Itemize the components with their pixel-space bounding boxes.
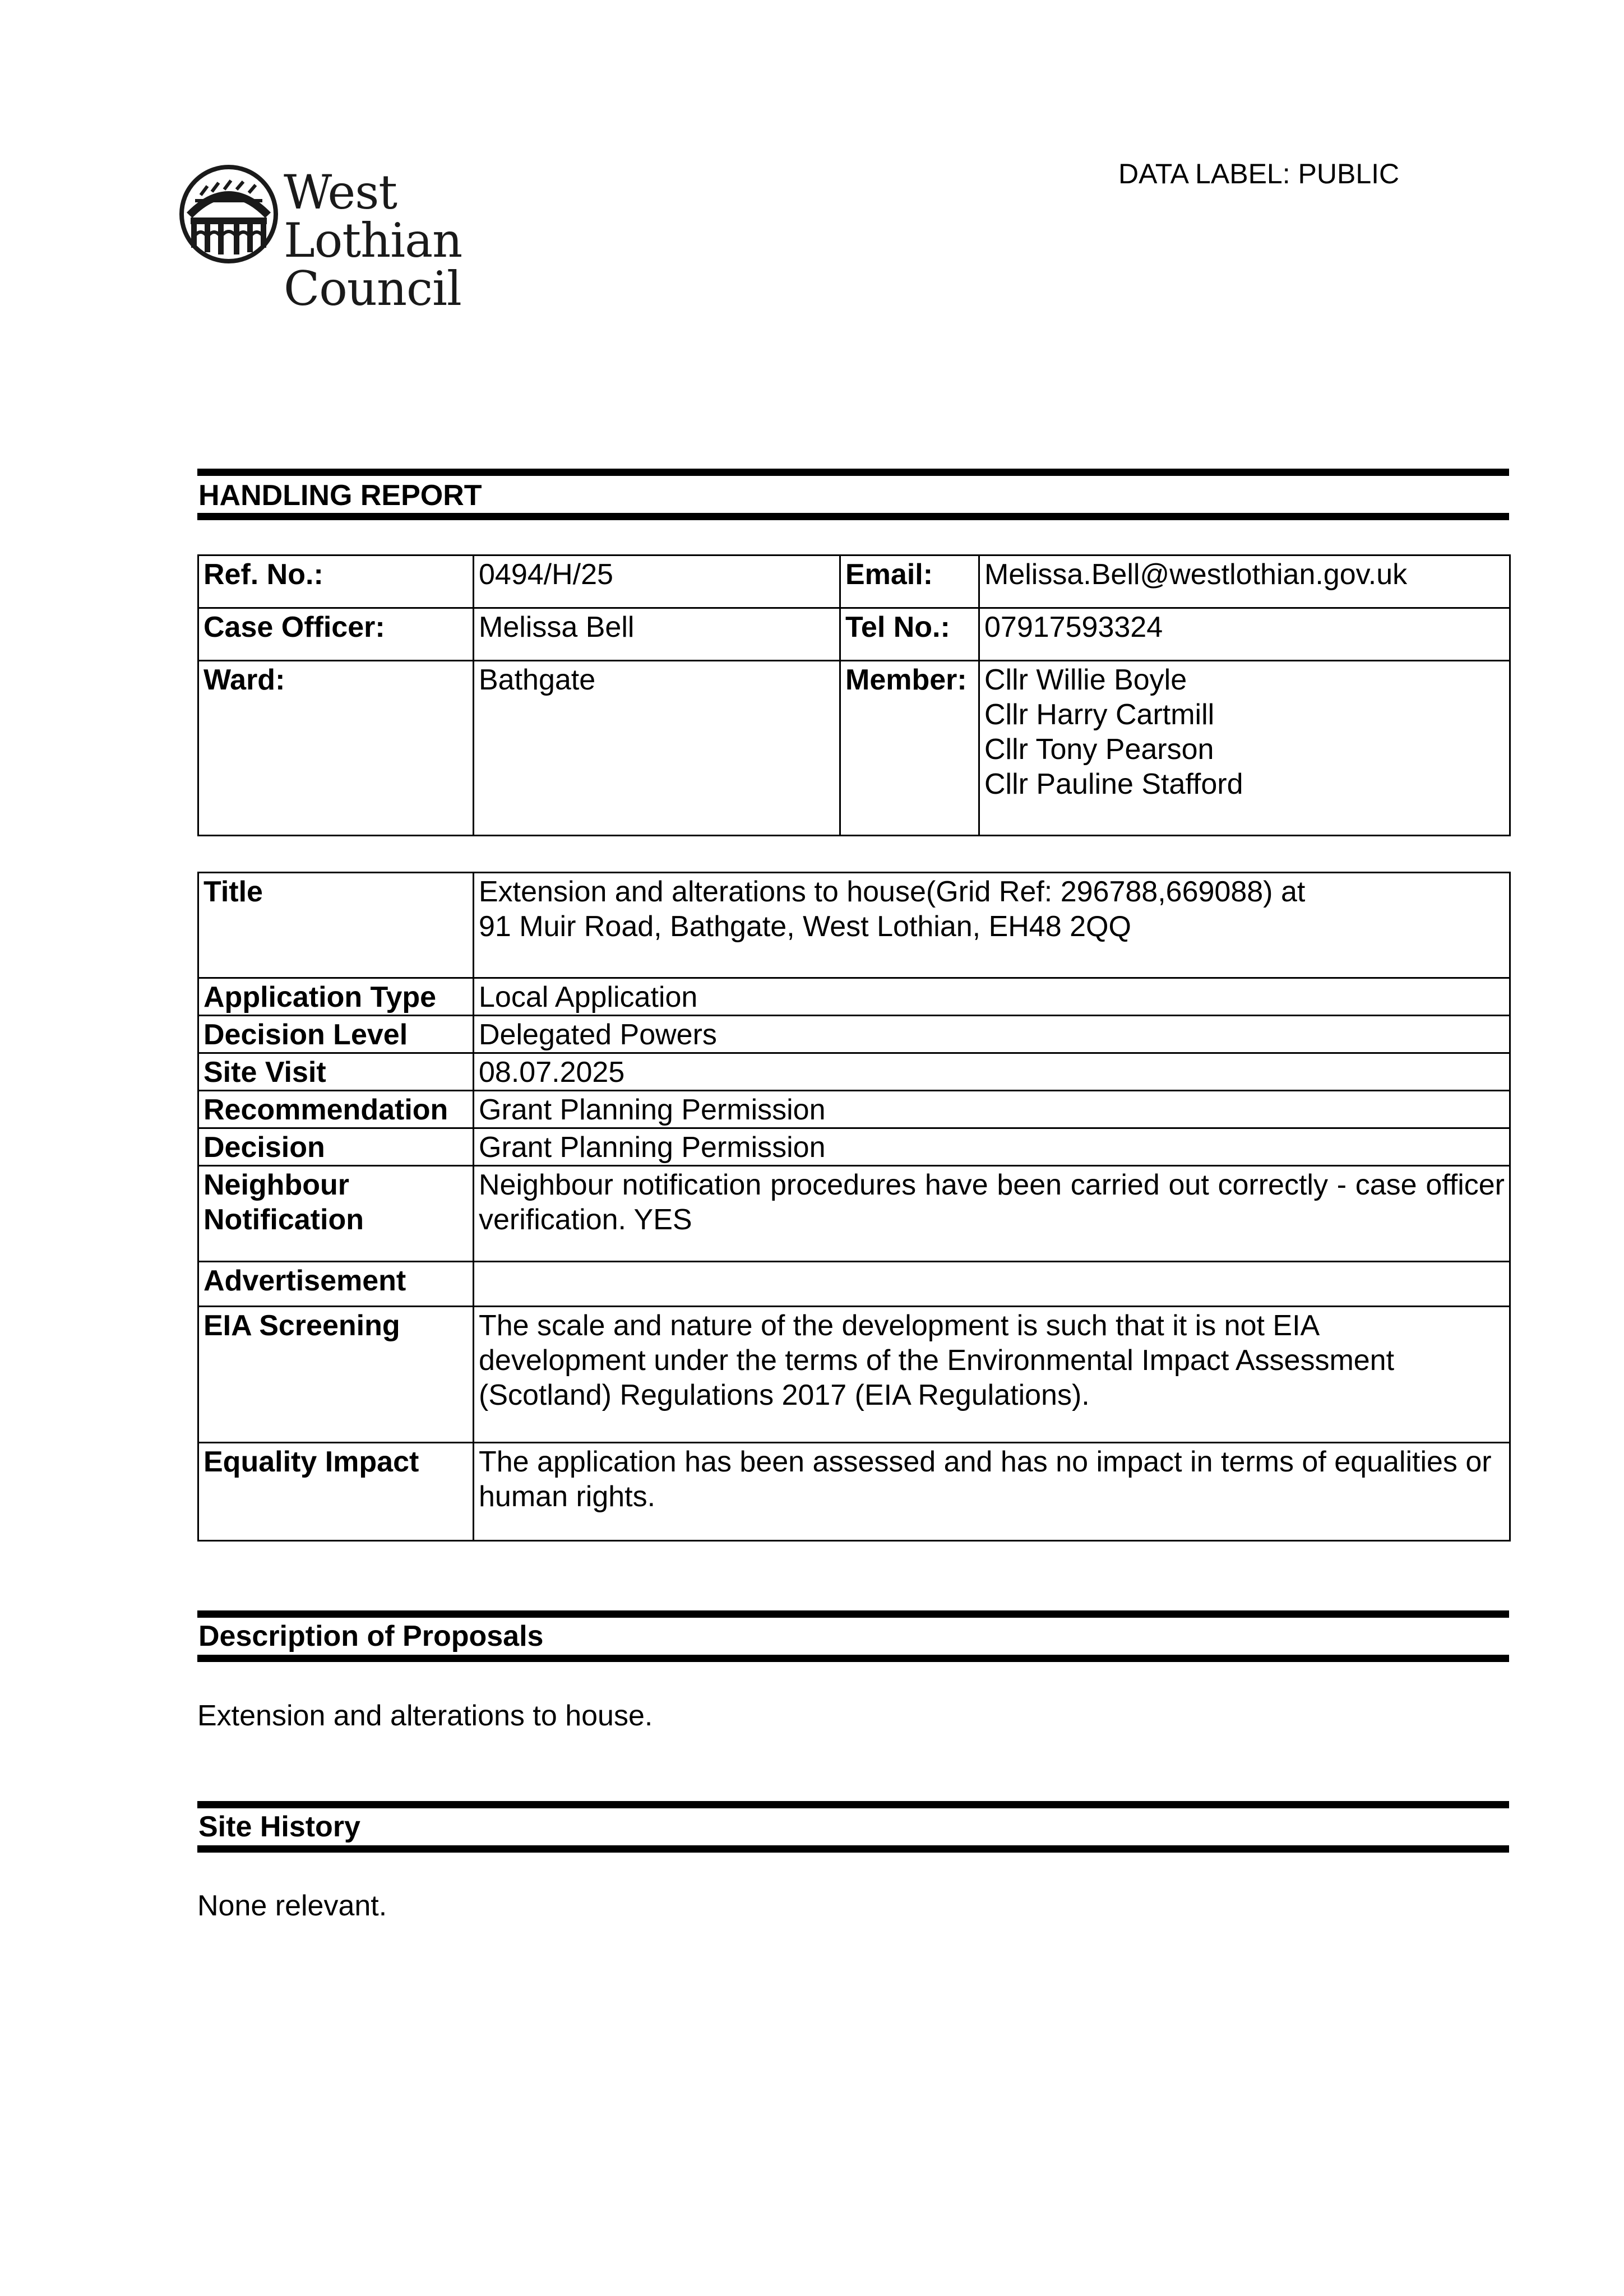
equality-impact-label: Equality Impact bbox=[198, 1443, 474, 1541]
tel-value: 07917593324 bbox=[979, 608, 1510, 661]
header-rule-top bbox=[197, 469, 1509, 476]
member-name: Cllr Tony Pearson bbox=[984, 733, 1214, 766]
decision-label: Decision bbox=[198, 1128, 474, 1166]
application-type-label: Application Type bbox=[198, 978, 474, 1016]
equality-impact-value: The application has been assessed and has no impact in terms of equalities or human rights. bbox=[474, 1443, 1510, 1541]
ref-value: 0494/H/25 bbox=[474, 556, 840, 608]
table-row bbox=[198, 1091, 1510, 1128]
header-rule-bottom bbox=[197, 513, 1509, 520]
label-line: Notification bbox=[203, 1203, 364, 1236]
report-title: HANDLING REPORT bbox=[198, 479, 482, 512]
site-visit-value: 08.07.2025 bbox=[474, 1053, 1510, 1091]
ward-label: Ward: bbox=[198, 661, 474, 836]
site-history-section-header bbox=[197, 1801, 1509, 1853]
case-officer-label: Case Officer: bbox=[198, 608, 474, 661]
email-value: Melissa.Bell@westlothian.gov.uk bbox=[979, 556, 1510, 608]
data-label: DATA LABEL: PUBLIC bbox=[1118, 158, 1400, 189]
header-rule-top bbox=[197, 1610, 1509, 1618]
org-name-line1: West Lothian bbox=[284, 165, 462, 268]
org-name-line2: Council bbox=[284, 261, 461, 316]
member-name: Cllr Pauline Stafford bbox=[984, 768, 1243, 800]
header-rule-top bbox=[197, 1801, 1509, 1808]
site-history-text: None relevant. bbox=[197, 1890, 387, 1922]
table-row bbox=[198, 1166, 1510, 1262]
advertisement-label: Advertisement bbox=[198, 1262, 474, 1307]
table-row bbox=[198, 1016, 1510, 1053]
officer-details-table bbox=[197, 554, 1511, 836]
table-row bbox=[198, 608, 1510, 661]
table-row bbox=[198, 978, 1510, 1016]
application-details-table bbox=[197, 872, 1511, 1542]
eia-screening-value: The scale and nature of the development is such that it is not EIA development under the terms of the Environmental Impact Assessment (Scotland) Regulations 2017 (EIA Regulations). bbox=[474, 1307, 1510, 1443]
title-label: Title bbox=[198, 873, 474, 978]
application-type-value: Local Application bbox=[474, 978, 1510, 1016]
table-row bbox=[198, 1262, 1510, 1307]
description-heading: Description of Proposals bbox=[198, 1620, 544, 1652]
site-history-heading: Site History bbox=[198, 1811, 360, 1843]
neighbour-notification-value: Neighbour notification procedures have been carried out correctly - case officer verification. YES bbox=[474, 1166, 1510, 1262]
header-rule-bottom bbox=[197, 1655, 1509, 1662]
header-rule-bottom bbox=[197, 1845, 1509, 1853]
member-label: Member: bbox=[840, 661, 979, 836]
member-name: Cllr Willie Boyle bbox=[984, 664, 1187, 696]
email-label: Email: bbox=[840, 556, 979, 608]
handling-report-header bbox=[197, 469, 1509, 520]
table-row bbox=[198, 556, 1510, 608]
table-row bbox=[198, 1307, 1510, 1443]
title-value bbox=[474, 873, 1510, 978]
member-name: Cllr Harry Cartmill bbox=[984, 698, 1215, 731]
table-row bbox=[198, 1128, 1510, 1166]
decision-value: Grant Planning Permission bbox=[474, 1128, 1510, 1166]
title-line: 91 Muir Road, Bathgate, West Lothian, EH48 2QQ bbox=[479, 910, 1131, 943]
tel-label: Tel No.: bbox=[840, 608, 979, 661]
council-logo-text bbox=[284, 165, 559, 316]
title-line: Extension and alterations to house(Grid Ref: 296788,669088) at bbox=[479, 876, 1306, 908]
case-officer-value: Melissa Bell bbox=[474, 608, 840, 661]
eia-screening-label: EIA Screening bbox=[198, 1307, 474, 1443]
decision-level-value: Delegated Powers bbox=[474, 1016, 1510, 1053]
decision-level-label: Decision Level bbox=[198, 1016, 474, 1053]
recommendation-label: Recommendation bbox=[198, 1091, 474, 1128]
description-text: Extension and alterations to house. bbox=[197, 1700, 653, 1732]
site-visit-label: Site Visit bbox=[198, 1053, 474, 1091]
council-logo bbox=[178, 163, 559, 316]
table-row bbox=[198, 1053, 1510, 1091]
recommendation-value: Grant Planning Permission bbox=[474, 1091, 1510, 1128]
label-line: Neighbour bbox=[203, 1169, 349, 1201]
ref-label: Ref. No.: bbox=[198, 556, 474, 608]
ward-value: Bathgate bbox=[474, 661, 840, 836]
viaduct-emblem-icon bbox=[178, 164, 279, 265]
description-section-header bbox=[197, 1610, 1509, 1662]
table-row bbox=[198, 661, 1510, 836]
member-list bbox=[979, 661, 1510, 836]
table-row bbox=[198, 873, 1510, 978]
advertisement-value bbox=[474, 1262, 1510, 1307]
table-row bbox=[198, 1443, 1510, 1541]
neighbour-notification-label bbox=[198, 1166, 474, 1262]
